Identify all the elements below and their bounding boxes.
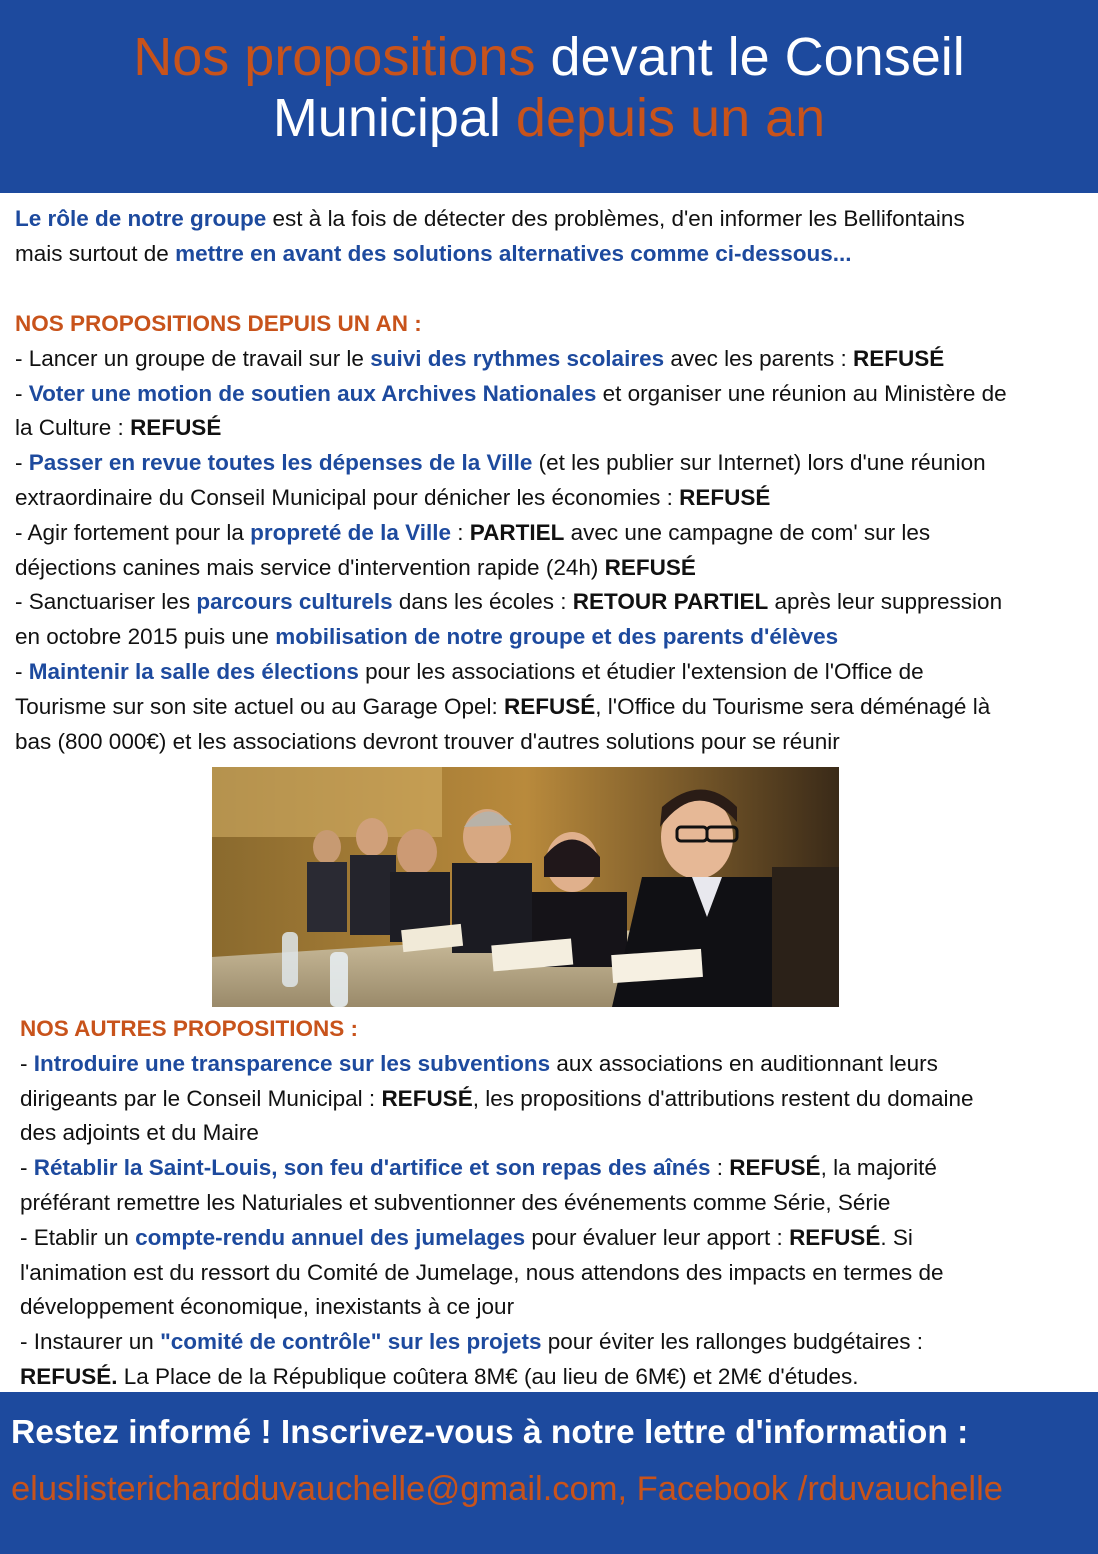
proposition-item <box>20 1325 1098 1360</box>
proposition-item <box>20 1151 1098 1186</box>
text-segment: parcours culturels <box>196 589 393 615</box>
proposition-item-cont <box>20 1360 1098 1395</box>
text-segment: - Agir fortement pour la <box>15 519 251 545</box>
text-segment: après leur suppression <box>768 589 1003 615</box>
text-segment: - <box>15 450 29 476</box>
text-segment: des adjoints et du Maire <box>20 1120 259 1146</box>
text-segment: préférant remettre les Naturiales et subventionner des événements comme Série, Série <box>20 1189 891 1215</box>
propositions-section <box>15 307 1098 759</box>
text-segment: REFUSÉ <box>789 1224 881 1250</box>
text-segment: devant le Conseil <box>535 27 965 87</box>
text-segment: bas (800 000€) et les associations devront trouver d'autres solutions pour se réunir <box>15 728 840 754</box>
other-propositions-section <box>20 1012 1098 1395</box>
text-segment: la Culture : <box>15 415 131 441</box>
text-segment: (et les publier sur Internet) lors d'une réunion <box>532 450 986 476</box>
text-segment: Passer en revue toutes les dépenses de la Ville <box>28 450 533 476</box>
text-segment: dans les écoles : <box>392 589 573 615</box>
proposition-item-cont <box>15 551 1098 586</box>
text-segment: "comité de contrôle" sur les projets <box>160 1329 542 1355</box>
text-segment: Maintenir la salle des élections <box>28 658 359 684</box>
text-segment: avec les parents : <box>664 345 853 371</box>
text-segment: - Etablir un <box>20 1224 136 1250</box>
text-segment: PARTIEL <box>469 519 565 545</box>
proposition-item <box>15 446 1098 481</box>
text-segment: pour les associations et étudier l'extension de l'Office de <box>358 658 924 684</box>
text-segment: Introduire une transparence sur les subventions <box>33 1050 551 1076</box>
text-segment: La Place de la République coûtera 8M€ (au lieu de 6M€) et 2M€ d'études. <box>117 1363 859 1389</box>
proposition-item-cont <box>15 725 1098 760</box>
text-segment: REFUSÉ <box>604 554 696 580</box>
text-segment: compte-rendu annuel des jumelages <box>135 1224 526 1250</box>
text-segment: en octobre 2015 puis une <box>15 624 276 650</box>
text-segment: Rétablir la Saint-Louis, son feu d'artifice et son repas des aînés <box>33 1155 711 1181</box>
text-segment: est à la fois de détecter des problèmes, d'en informer les Bellifontains <box>266 206 965 231</box>
text-segment: RETOUR PARTIEL <box>572 589 769 615</box>
text-segment: - <box>20 1050 34 1076</box>
text-segment: REFUSÉ <box>130 415 222 441</box>
proposition-item-cont <box>20 1256 1098 1291</box>
contact-info: eluslisterichardduvauchelle@gmail.com, Facebook /rduvauchelle <box>11 1470 1003 1508</box>
text-segment: - Instaurer un <box>20 1329 161 1355</box>
proposition-item-cont <box>20 1082 1098 1117</box>
propositions-title: NOS PROPOSITIONS DEPUIS UN AN : <box>15 311 422 336</box>
text-segment: - <box>15 380 29 406</box>
text-segment: REFUSÉ <box>679 484 771 510</box>
text-segment: Tourisme sur son site actuel ou au Garage Opel: <box>15 693 505 719</box>
text-segment: pour évaluer leur apport : <box>525 1224 790 1250</box>
text-segment: REFUSÉ. <box>20 1363 118 1389</box>
text-segment: mobilisation de notre groupe et des parents d'élèves <box>275 624 839 650</box>
text-segment: REFUSÉ <box>504 693 596 719</box>
text-segment: , les propositions d'attributions restent du domaine <box>472 1085 974 1111</box>
text-segment: : <box>710 1155 730 1181</box>
council-meeting-illustration <box>212 767 839 1007</box>
text-segment: suivi des rythmes scolaires <box>370 345 665 371</box>
text-segment: : <box>451 519 470 545</box>
title-line-1 <box>0 27 1098 88</box>
text-segment: Le rôle de notre groupe <box>15 206 267 231</box>
text-segment: REFUSÉ <box>852 345 945 371</box>
council-meeting-photo <box>212 767 839 1007</box>
proposition-item-cont <box>15 690 1098 725</box>
newsletter-footer <box>0 1392 1098 1554</box>
proposition-item-cont <box>20 1290 1098 1325</box>
proposition-item <box>15 585 1098 620</box>
proposition-item <box>20 1047 1098 1082</box>
intro-paragraph <box>15 202 1098 272</box>
text-segment: - <box>20 1155 34 1181</box>
text-segment: extraordinaire du Conseil Municipal pour dénicher les économies : <box>15 484 680 510</box>
text-segment: et organiser une réunion au Ministère de <box>596 380 1007 406</box>
proposition-item <box>15 655 1098 690</box>
text-segment: . Si <box>880 1224 913 1250</box>
page-title <box>0 27 1098 149</box>
proposition-item <box>20 1221 1098 1256</box>
text-segment: REFUSÉ <box>381 1085 473 1111</box>
text-segment: Voter une motion de soutien aux Archives Nationales <box>28 380 597 406</box>
other-propositions-title: NOS AUTRES PROPOSITIONS : <box>20 1016 358 1041</box>
text-segment: déjections canines mais service d'intervention rapide (24h) <box>15 554 605 580</box>
text-segment: Municipal <box>272 88 501 148</box>
text-segment: l'animation est du ressort du Comité de Jumelage, nous attendons des impacts en termes de <box>20 1259 944 1285</box>
text-segment: , la majorité <box>820 1155 937 1181</box>
text-segment: développement économique, inexistants à ce jour <box>20 1294 515 1320</box>
proposition-item <box>15 342 1098 377</box>
text-segment: REFUSÉ <box>729 1155 821 1181</box>
proposition-item-cont <box>20 1186 1098 1221</box>
text-segment: aux associations en auditionnant leurs <box>550 1050 938 1076</box>
proposition-item-cont <box>20 1116 1098 1151</box>
text-segment: - Lancer un groupe de travail sur le <box>15 345 371 371</box>
text-segment: depuis un an <box>500 88 826 148</box>
proposition-item-cont <box>15 481 1098 516</box>
title-line-2 <box>0 88 1098 149</box>
text-segment: - Sanctuariser les <box>15 589 197 615</box>
text-segment: avec une campagne de com' sur les <box>564 519 931 545</box>
page-header <box>0 0 1098 193</box>
proposition-item <box>15 377 1098 412</box>
text-segment: pour éviter les rallonges budgétaires : <box>541 1329 923 1355</box>
text-segment: , l'Office du Tourisme sera déménagé là <box>595 693 991 719</box>
proposition-item-cont <box>15 411 1098 446</box>
text-segment: propreté de la Ville <box>250 519 452 545</box>
text-segment: mettre en avant des solutions alternatives comme ci-dessous... <box>175 240 852 266</box>
text-segment: - <box>15 658 29 684</box>
newsletter-call-to-action: Restez informé ! Inscrivez-vous à notre lettre d'information : <box>11 1414 969 1451</box>
text-segment: Nos propositions <box>133 27 536 87</box>
proposition-item-cont <box>15 620 1098 655</box>
text-segment: mais surtout de <box>15 240 176 266</box>
text-segment: dirigeants par le Conseil Municipal : <box>20 1085 382 1111</box>
proposition-item <box>15 516 1098 551</box>
